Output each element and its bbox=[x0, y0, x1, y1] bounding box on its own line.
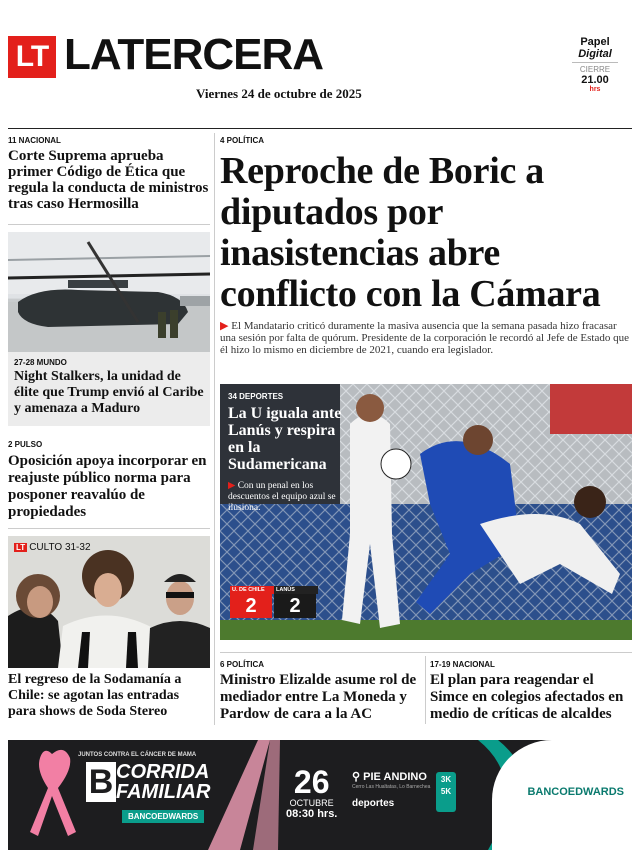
divider bbox=[572, 62, 618, 63]
column-divider bbox=[214, 133, 215, 725]
helicopter-illustration bbox=[8, 232, 210, 352]
story-kicker: 27-28 MUNDO bbox=[14, 358, 67, 367]
home-goals: 2 bbox=[230, 594, 272, 618]
brand-name[interactable]: LATERCERA bbox=[64, 30, 324, 79]
story-kicker: 6 POLÍTICA bbox=[220, 660, 265, 669]
edition-date: Viernes 24 de octubre de 2025 bbox=[196, 86, 362, 101]
sports-story[interactable] bbox=[220, 384, 632, 640]
sports-headline[interactable]: La U iguala ante Lanús y respira en la Sudamericana bbox=[228, 405, 342, 473]
sports-sub-text: Con un penal en los descuentos el equipo azul se ilusiona. bbox=[228, 481, 336, 513]
ad-bank-logo: BANCOEDWARDS bbox=[527, 786, 624, 798]
helicopter-photo[interactable] bbox=[8, 232, 210, 352]
ad-date bbox=[286, 766, 337, 820]
scoreboard bbox=[230, 586, 318, 618]
ad-tagline: JUNTOS CONTRA EL CÁNCER DE MAMA bbox=[78, 752, 197, 758]
story-elizalde[interactable] bbox=[220, 660, 420, 723]
main-story[interactable] bbox=[220, 136, 632, 315]
soda-stereo-photo[interactable] bbox=[8, 536, 210, 668]
arrow-icon: ▶ bbox=[220, 320, 232, 332]
divider bbox=[220, 652, 632, 653]
ad-distances bbox=[436, 772, 456, 812]
ad-location-detail: Cerro Las Hualtatas, Lo Barnechea bbox=[352, 784, 431, 790]
masthead-divider bbox=[8, 128, 632, 129]
masthead bbox=[0, 0, 640, 112]
cierre-label: CIERRE bbox=[579, 65, 611, 74]
ad-month: OCTUBRE bbox=[289, 798, 334, 808]
away-goals: 2 bbox=[274, 594, 316, 618]
main-lead bbox=[220, 320, 630, 356]
main-headline[interactable]: Reproche de Boric a diputados por inasistencias abre conflicto con la Cámara bbox=[220, 150, 601, 315]
papel-label: Papel bbox=[580, 36, 610, 48]
ad-distance-5k: 5K bbox=[440, 787, 452, 796]
story-soda-stereo[interactable] bbox=[8, 672, 210, 720]
divider bbox=[8, 528, 210, 529]
corrida-logo-icon: B bbox=[86, 762, 116, 802]
culto-logo: LT bbox=[16, 543, 26, 552]
story-kicker: 34 DEPORTES bbox=[228, 392, 284, 401]
cierre-unit: hrs bbox=[589, 86, 601, 93]
brand-logo-mark[interactable]: LT bbox=[8, 36, 56, 78]
culto-pages: 31-32 bbox=[64, 542, 91, 553]
home-team: U. DE CHILE bbox=[230, 586, 274, 594]
story-reavaluo[interactable] bbox=[8, 440, 210, 521]
corrida-familiar-ad[interactable] bbox=[8, 740, 632, 850]
story-kicker: 17-19 NACIONAL bbox=[430, 660, 495, 669]
ad-title bbox=[116, 762, 210, 802]
column-divider bbox=[425, 656, 426, 724]
away-team: LANÚS bbox=[274, 586, 318, 594]
ad-day: 26 bbox=[293, 764, 330, 800]
ad-organizer: deportes bbox=[352, 798, 395, 809]
digital-label: Digital bbox=[578, 48, 612, 60]
ad-sponsor-box: BANCOEDWARDS bbox=[122, 810, 204, 823]
story-night-stalkers[interactable] bbox=[8, 352, 210, 426]
band-illustration bbox=[8, 536, 210, 668]
ad-title-line1: CORRIDA bbox=[116, 761, 210, 783]
location-pin-icon: ⚲ bbox=[352, 771, 364, 783]
story-kicker: 11 NACIONAL bbox=[8, 136, 61, 145]
cierre-time: 21.00 bbox=[581, 74, 609, 86]
ad-distance-3k: 3K bbox=[440, 775, 452, 784]
story-kicker: 2 PULSO bbox=[8, 440, 43, 449]
main-lead-text: El Mandatario criticó duramente la masiva ausencia que la semana pasada hizo fracasar una sesión por falta de quórum. Presidente de la corporación le recordó al Jefe de Estado que él hizo lo mismo en diciembre de 2021, cuando era legislador. bbox=[220, 320, 629, 356]
arrow-icon: ▶ bbox=[228, 481, 238, 491]
sports-text bbox=[228, 392, 348, 514]
story-headline[interactable]: Oposición apoya incorporar en reajuste público norma para posponer reavalúo de propiedades bbox=[8, 453, 207, 520]
ad-time: 08:30 hrs. bbox=[286, 808, 338, 820]
story-simce[interactable] bbox=[430, 660, 632, 723]
story-headline[interactable]: Corte Suprema aprueba primer Código de Ética que regula la conducta de ministros tras caso Hermosilla bbox=[8, 148, 209, 212]
culto-name: CULTO bbox=[29, 542, 63, 553]
ad-location bbox=[352, 770, 427, 783]
ad-location-text: PIE ANDINO bbox=[363, 771, 427, 783]
ad-title-line2: FAMILIAR bbox=[116, 781, 211, 803]
sports-sub bbox=[228, 481, 348, 514]
culto-section-label bbox=[14, 542, 91, 553]
papel-digital-badge[interactable] bbox=[572, 36, 618, 93]
story-headline[interactable]: El regreso de la Sodamanía a Chile: se agotan las entradas para shows de Soda Stereo bbox=[8, 672, 182, 719]
story-headline[interactable]: Ministro Elizalde asume rol de mediador entre La Moneda y Pardow de cara a la AC bbox=[220, 672, 417, 722]
story-headline[interactable]: Night Stalkers, la unidad de élite que Trump envió al Caribe y amenaza a Maduro bbox=[14, 369, 204, 416]
story-corte-suprema[interactable] bbox=[8, 136, 210, 212]
story-headline[interactable]: El plan para reagendar el Simce en colegios afectados en medio de críticas de alcaldes bbox=[430, 672, 624, 722]
divider bbox=[8, 224, 210, 225]
story-kicker: 4 POLÍTICA bbox=[220, 136, 265, 145]
